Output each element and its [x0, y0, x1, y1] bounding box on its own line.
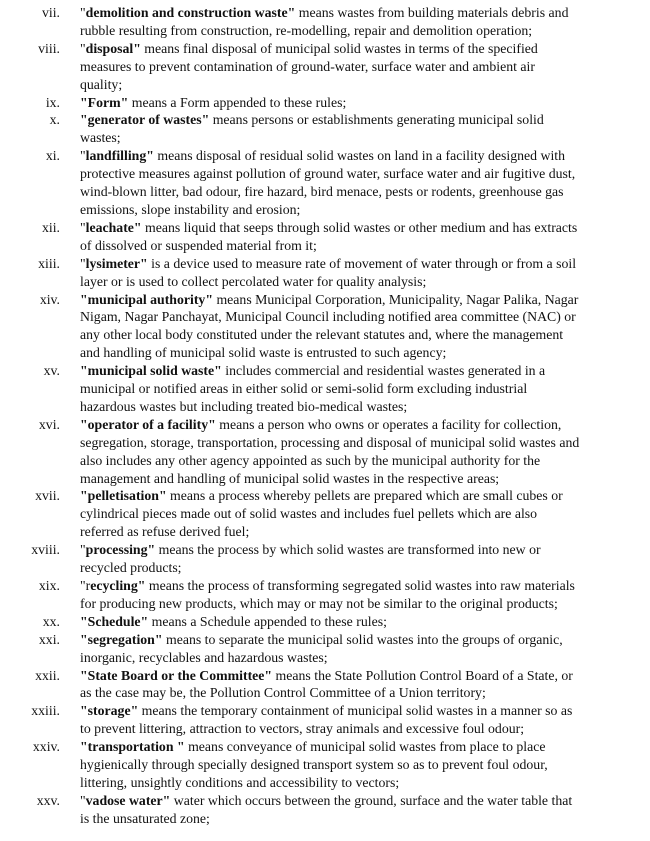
definition-text — [80, 416, 580, 488]
definition-item — [0, 219, 650, 255]
definition-body: means a Form appended to these rules; — [128, 94, 347, 110]
definition-item — [0, 487, 650, 541]
item-number: xi. — [45, 148, 60, 164]
item-number: x. — [49, 112, 60, 128]
definition-text — [80, 111, 580, 147]
definition-text — [80, 577, 580, 613]
definition-item — [0, 613, 650, 631]
definition-text — [80, 4, 580, 40]
item-number: xvii. — [35, 488, 60, 504]
definition-item — [0, 94, 650, 112]
open-quote: " — [80, 148, 86, 164]
definition-body: includes commercial and residential wastes generated in a municipal or notified areas in either solid or semi-solid form excluding industrial hazardous wastes but including treated bio-medical wastes; — [80, 363, 546, 414]
item-number: xvi. — [38, 416, 60, 432]
definition-text — [80, 792, 580, 828]
defined-term: "municipal authority" — [80, 291, 213, 307]
definition-body: means the temporary containment of municipal solid wastes in a manner so as to prevent littering, attraction to vectors, stray animals and excessive foul odour; — [80, 703, 573, 737]
definition-body: is a device used to measure rate of movement of water through or from a soil layer or is used to collect percolated water for quality analysis; — [80, 255, 577, 289]
defined-term: "storage" — [80, 703, 139, 719]
item-number: xxiii. — [31, 703, 60, 719]
open-quote: " — [80, 5, 86, 20]
defined-term: "segregation" — [80, 631, 163, 647]
defined-term: "pelletisation" — [80, 488, 167, 504]
definition-body: means liquid that seeps through solid wastes or other medium and has extracts of dissolved or suspended material from it; — [80, 219, 578, 253]
definition-text — [80, 219, 580, 255]
definition-text — [80, 613, 580, 631]
definition-item — [0, 792, 650, 828]
item-number: ix. — [45, 94, 60, 110]
defined-term: leachate" — [85, 219, 142, 235]
definition-item — [0, 416, 650, 488]
item-number: viii. — [38, 40, 60, 56]
definition-item — [0, 255, 650, 291]
definition-item — [0, 111, 650, 147]
defined-term: "State Board or the Committee" — [80, 667, 273, 683]
definition-body: means a Schedule appended to these rules; — [148, 613, 387, 629]
defined-term: "transportation " — [80, 739, 185, 755]
open-quote: " — [80, 255, 86, 271]
defined-term: demolition and construction waste" — [85, 5, 296, 20]
definition-text — [80, 541, 580, 577]
definition-item — [0, 541, 650, 577]
item-number: xxi. — [38, 631, 60, 647]
item-number: xx. — [42, 613, 60, 629]
definition-item — [0, 4, 650, 40]
definition-text — [80, 291, 580, 363]
defined-term: lysimeter" — [85, 255, 148, 271]
open-quote: " — [80, 40, 86, 56]
definition-body: means to separate the municipal solid wastes into the groups of organic, inorganic, recyclables and hazardous wastes; — [80, 631, 563, 665]
definition-body: means Municipal Corporation, Municipality, Nagar Palika, Nagar Nigam, Nagar Panchayat, Municipal Council including notified area committee (NAC) or any other local body constituted under the relevant statutes and, where the management and handling of municipal solid waste is entrusted to such agency; — [80, 291, 579, 361]
definition-item — [0, 577, 650, 613]
item-number: vii. — [41, 5, 60, 20]
definition-text — [80, 631, 580, 667]
definition-body: means the process by which solid wastes are transformed into new or recycled products; — [80, 542, 541, 576]
defined-term: "operator of a facility" — [80, 416, 216, 432]
defined-term: disposal" — [85, 40, 141, 56]
defined-term: vadose water" — [85, 792, 171, 808]
definition-text — [80, 738, 580, 792]
definition-text — [80, 702, 580, 738]
definition-text — [80, 487, 580, 541]
defined-term: landfilling" — [85, 148, 154, 164]
definition-text — [80, 40, 580, 94]
definition-item — [0, 291, 650, 363]
definition-body: means a person who owns or operates a facility for collection, segregation, storage, transportation, processing and disposal of municipal solid wastes and also includes any other agency appointed as such by the municipal authority for the management and handling of municipal solid wastes in the respective areas; — [80, 416, 580, 486]
definition-text — [80, 255, 580, 291]
open-quote: " — [80, 792, 86, 808]
defined-term: ecycling" — [90, 578, 146, 593]
item-number: xv. — [43, 363, 60, 379]
defined-term: "municipal solid waste" — [80, 363, 222, 379]
defined-term: processing" — [85, 542, 156, 558]
open-quote: " — [80, 219, 86, 235]
definition-text — [80, 147, 580, 219]
defined-term: "Schedule" — [80, 613, 149, 629]
definition-body: means the State Pollution Control Board of a State, or as the case may be, the Pollution Control Committee of a Union territory; — [80, 667, 573, 701]
item-number: xiv. — [39, 291, 60, 307]
definition-text — [80, 94, 580, 112]
definition-body: means conveyance of municipal solid wastes from place to place hygienically through specially designed transport system so as to prevent foul odour, littering, unsightly conditions and accessibility to vectors; — [80, 739, 548, 790]
item-number: xviii. — [31, 542, 60, 558]
definition-item — [0, 667, 650, 703]
definition-item — [0, 362, 650, 416]
item-number: xix. — [38, 578, 60, 593]
definition-item — [0, 702, 650, 738]
definition-item — [0, 40, 650, 94]
definition-item — [0, 147, 650, 219]
item-number: xiii. — [38, 255, 60, 271]
definition-body: means disposal of residual solid wastes on land in a facility designed with protective measures against pollution of ground water, surface water and air fugitive dust, wind-blown litter, bad odour, fire hazard, bird menace, pests or rodents, greenhouse gas emissions, slope instability and erosion; — [80, 148, 576, 217]
definition-item — [0, 631, 650, 667]
definition-text — [80, 667, 580, 703]
definition-item — [0, 738, 650, 792]
definition-body: water which occurs between the ground, surface and the water table that is the unsaturated zone; — [80, 792, 573, 826]
definition-body: means wastes from building materials debris and rubble resulting from construction, re-modelling, repair and demolition operation; — [80, 5, 569, 38]
defined-term: "Form" — [80, 94, 129, 110]
open-quote: " — [80, 542, 86, 558]
item-number: xxv. — [36, 792, 60, 808]
item-number: xxii. — [35, 667, 60, 683]
definition-text — [80, 362, 580, 416]
item-number: xii. — [41, 219, 60, 235]
document-page — [0, 4, 650, 828]
defined-term: "generator of wastes" — [80, 112, 210, 128]
definition-body: means final disposal of municipal solid wastes in terms of the specified measures to prevent contamination of ground-water, surface water and ambient air quality; — [80, 40, 538, 92]
open-quote: "r — [80, 578, 91, 593]
definition-body: means the process of transforming segregated solid wastes into raw materials for producing new products, which may or may not be similar to the original products; — [80, 578, 575, 611]
definition-body: means persons or establishments generating municipal solid wastes; — [80, 112, 544, 146]
definition-body: means a process whereby pellets are prepared which are small cubes or cylindrical pieces made out of solid wastes and includes fuel pellets which are also referred as refuse derived fuel; — [80, 488, 563, 540]
item-number: xxiv. — [32, 739, 60, 755]
